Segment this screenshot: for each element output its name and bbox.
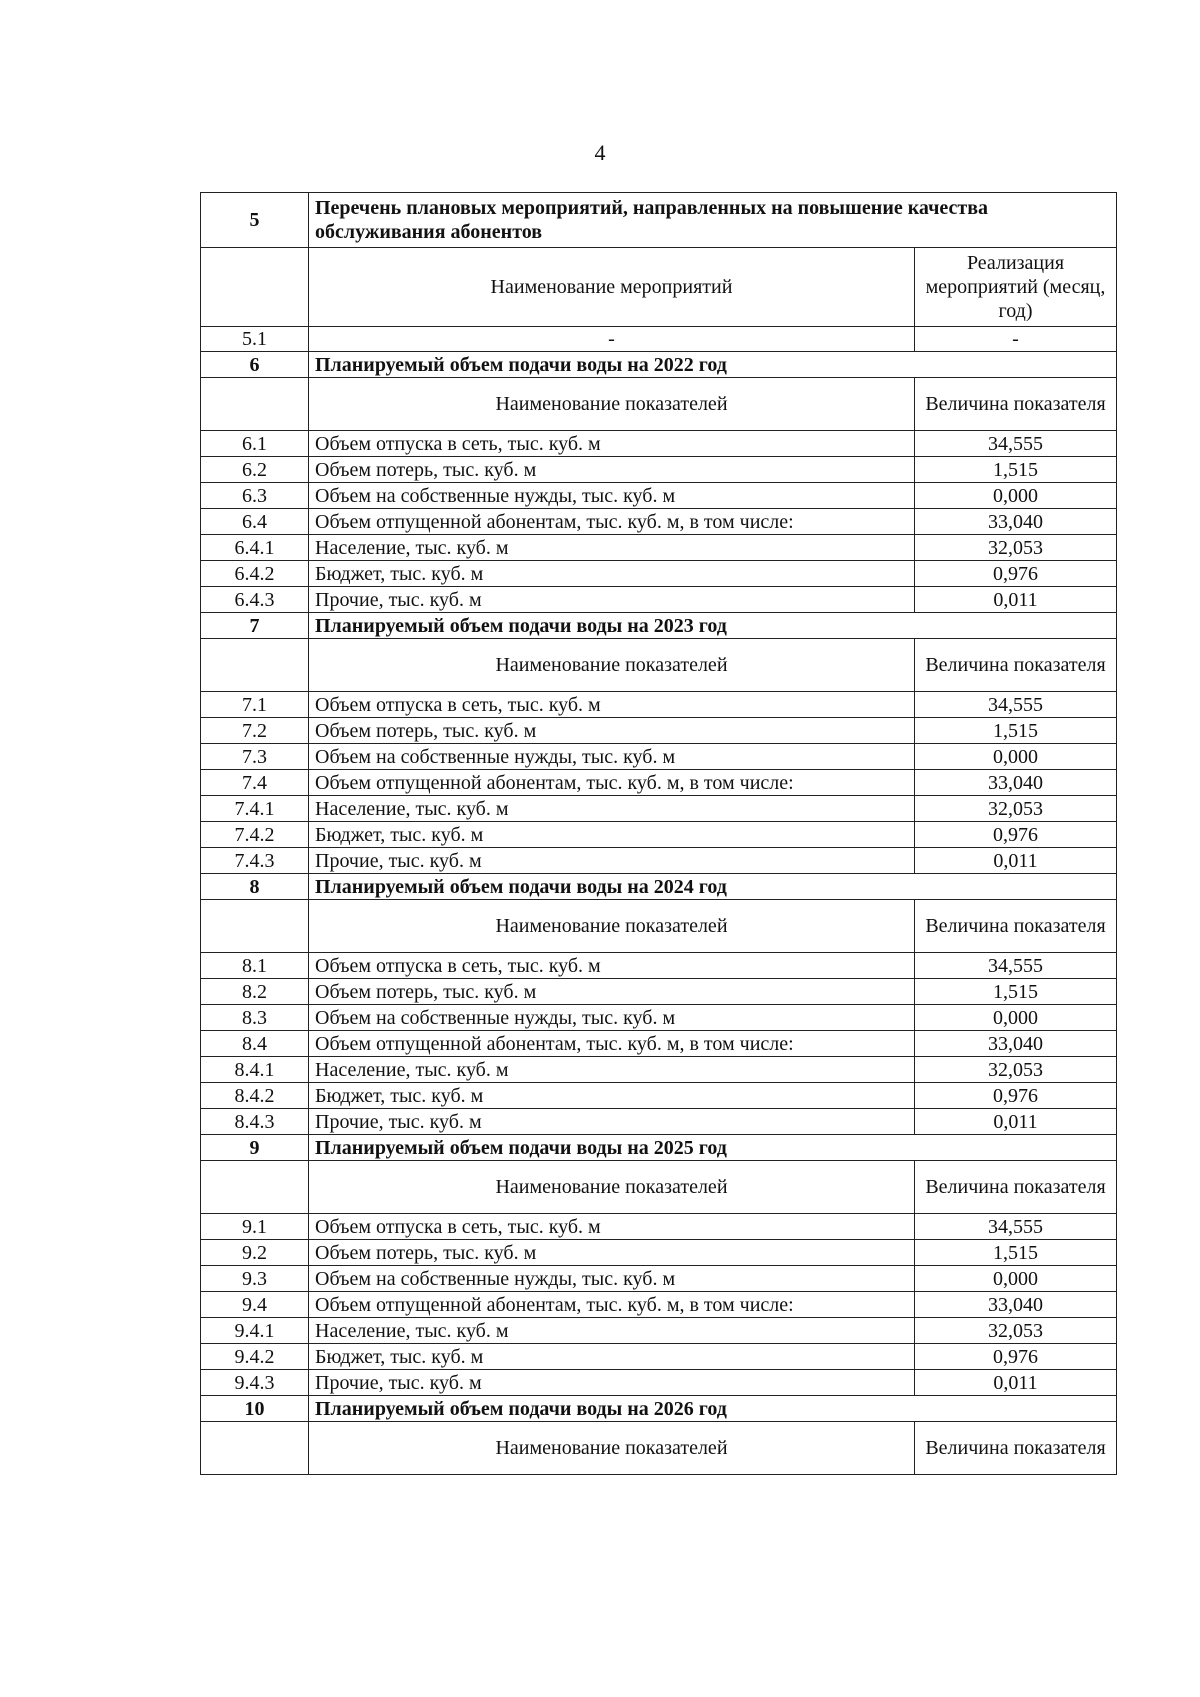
row-name: Население, тыс. куб. м: [309, 535, 915, 561]
row-name: Объем на собственные нужды, тыс. куб. м: [309, 1005, 915, 1031]
section-header: [201, 1135, 1117, 1161]
table-row: [201, 1266, 1117, 1292]
row-number: 8.4: [201, 1031, 309, 1057]
section-number: 8: [201, 874, 309, 900]
table-row: [201, 587, 1117, 613]
row-value: 34,555: [915, 692, 1117, 718]
row-name: Объем потерь, тыс. куб. м: [309, 1240, 915, 1266]
table-row: [201, 1240, 1117, 1266]
row-name: Объем потерь, тыс. куб. м: [309, 718, 915, 744]
table-row: [201, 1344, 1117, 1370]
row-number: 7.4.1: [201, 796, 309, 822]
table-row: [201, 1214, 1117, 1240]
row-name: Прочие, тыс. куб. м: [309, 848, 915, 874]
row-number: 9.4: [201, 1292, 309, 1318]
section-title: Планируемый объем подачи воды на 2025 год: [309, 1135, 1117, 1161]
row-name: Объем отпуска в сеть, тыс. куб. м: [309, 431, 915, 457]
row-value: 0,000: [915, 1266, 1117, 1292]
row-number: 8.4.2: [201, 1083, 309, 1109]
row-number: 6.4: [201, 509, 309, 535]
table-row: [201, 1005, 1117, 1031]
table-row: [201, 1083, 1117, 1109]
row-number: 6.4.3: [201, 587, 309, 613]
row-number: 6.1: [201, 431, 309, 457]
row-number: 7.2: [201, 718, 309, 744]
section-header: [201, 352, 1117, 378]
column-header-value: Величина показателя: [915, 900, 1117, 953]
row-value: 34,555: [915, 431, 1117, 457]
row-value: 32,053: [915, 1318, 1117, 1344]
row-value: 0,011: [915, 587, 1117, 613]
table-row: [201, 483, 1117, 509]
column-header-row: [201, 900, 1117, 953]
table-row: [201, 796, 1117, 822]
column-header-name: Наименование показателей: [309, 1161, 915, 1214]
row-value: 1,515: [915, 979, 1117, 1005]
row-name: Объем на собственные нужды, тыс. куб. м: [309, 744, 915, 770]
row-number: 5.1: [201, 327, 309, 352]
row-name: -: [309, 327, 915, 352]
table-row: [201, 979, 1117, 1005]
water-supply-plan-table: [200, 192, 1117, 1475]
column-header-row: [201, 1422, 1117, 1475]
section-number: 9: [201, 1135, 309, 1161]
row-value: 34,555: [915, 953, 1117, 979]
row-number: 9.4.2: [201, 1344, 309, 1370]
row-value: 1,515: [915, 1240, 1117, 1266]
table-row: [201, 457, 1117, 483]
row-name: Объем отпуска в сеть, тыс. куб. м: [309, 953, 915, 979]
row-name: Население, тыс. куб. м: [309, 1318, 915, 1344]
column-header-name: Наименование показателей: [309, 1422, 915, 1475]
table-row: [201, 1292, 1117, 1318]
row-number: 8.4.3: [201, 1109, 309, 1135]
row-name: Население, тыс. куб. м: [309, 796, 915, 822]
row-number: 9.4.1: [201, 1318, 309, 1344]
row-value: 1,515: [915, 718, 1117, 744]
row-value: 33,040: [915, 770, 1117, 796]
row-name: Объем на собственные нужды, тыс. куб. м: [309, 1266, 915, 1292]
row-value: 32,053: [915, 796, 1117, 822]
section-title: Планируемый объем подачи воды на 2024 год: [309, 874, 1117, 900]
row-number: 6.4.2: [201, 561, 309, 587]
row-number: 7.1: [201, 692, 309, 718]
section-number: 5: [201, 193, 309, 248]
row-value: 0,976: [915, 561, 1117, 587]
table-row: [201, 953, 1117, 979]
page-number: 4: [594, 140, 606, 165]
row-number: 9.4.3: [201, 1370, 309, 1396]
column-header-value: Величина показателя: [915, 1161, 1117, 1214]
row-name: Прочие, тыс. куб. м: [309, 1370, 915, 1396]
row-value: 0,976: [915, 1344, 1117, 1370]
column-header-value: Величина показателя: [915, 378, 1117, 431]
table-row: [201, 509, 1117, 535]
row-name: Прочие, тыс. куб. м: [309, 587, 915, 613]
row-number: 7.3: [201, 744, 309, 770]
row-value: 33,040: [915, 1031, 1117, 1057]
row-name: Объем потерь, тыс. куб. м: [309, 979, 915, 1005]
row-number: 6.3: [201, 483, 309, 509]
row-name: Население, тыс. куб. м: [309, 1057, 915, 1083]
column-header-name: Наименование показателей: [309, 639, 915, 692]
row-name: Объем отпуска в сеть, тыс. куб. м: [309, 1214, 915, 1240]
row-name: Объем потерь, тыс. куб. м: [309, 457, 915, 483]
row-number: 8.4.1: [201, 1057, 309, 1083]
row-number: 7.4.3: [201, 848, 309, 874]
row-value: 34,555: [915, 1214, 1117, 1240]
table-row: [201, 822, 1117, 848]
column-header-row: [201, 1161, 1117, 1214]
section-number: 7: [201, 613, 309, 639]
row-value: 0,011: [915, 848, 1117, 874]
column-header-row: [201, 378, 1117, 431]
row-value: 33,040: [915, 1292, 1117, 1318]
row-value: 0,011: [915, 1109, 1117, 1135]
table-row: [201, 744, 1117, 770]
row-name: Объем на собственные нужды, тыс. куб. м: [309, 483, 915, 509]
table-row: [201, 718, 1117, 744]
row-number: 9.3: [201, 1266, 309, 1292]
row-number: 7.4.2: [201, 822, 309, 848]
table-row: [201, 848, 1117, 874]
column-header-value: Реализация мероприятий (месяц, год): [915, 248, 1117, 327]
row-name: Бюджет, тыс. куб. м: [309, 1083, 915, 1109]
table-row: [201, 1370, 1117, 1396]
section-title: Перечень плановых мероприятий, направленных на повышение качества обслуживания абонентов: [309, 193, 1117, 248]
row-number: 8.1: [201, 953, 309, 979]
row-value: 33,040: [915, 509, 1117, 535]
row-value: 1,515: [915, 457, 1117, 483]
table-row: [201, 561, 1117, 587]
row-name: Объем отпущенной абонентам, тыс. куб. м, в том числе:: [309, 770, 915, 796]
table-row: [201, 1031, 1117, 1057]
row-number: 7.4: [201, 770, 309, 796]
row-value: 0,000: [915, 483, 1117, 509]
table-row: [201, 1109, 1117, 1135]
row-value: 0,976: [915, 1083, 1117, 1109]
table-row: [201, 1318, 1117, 1344]
row-name: Объем отпущенной абонентам, тыс. куб. м, в том числе:: [309, 1292, 915, 1318]
table-row: [201, 770, 1117, 796]
table-row: [201, 535, 1117, 561]
table-row: [201, 1057, 1117, 1083]
row-name: Прочие, тыс. куб. м: [309, 1109, 915, 1135]
section-header: [201, 874, 1117, 900]
column-header-name: Наименование мероприятий: [309, 248, 915, 327]
section-header: [201, 1396, 1117, 1422]
row-number: 9.2: [201, 1240, 309, 1266]
table-row: [201, 692, 1117, 718]
column-header-name: Наименование показателей: [309, 900, 915, 953]
row-value: 0,000: [915, 1005, 1117, 1031]
row-name: Бюджет, тыс. куб. м: [309, 1344, 915, 1370]
column-header-value: Величина показателя: [915, 1422, 1117, 1475]
row-value: 0,976: [915, 822, 1117, 848]
row-name: Бюджет, тыс. куб. м: [309, 822, 915, 848]
row-number: 9.1: [201, 1214, 309, 1240]
section-title: Планируемый объем подачи воды на 2022 год: [309, 352, 1117, 378]
section-number: 6: [201, 352, 309, 378]
section-title: Планируемый объем подачи воды на 2026 год: [309, 1396, 1117, 1422]
row-value: 0,011: [915, 1370, 1117, 1396]
row-value: 32,053: [915, 535, 1117, 561]
row-number: 8.3: [201, 1005, 309, 1031]
column-header-row: [201, 248, 1117, 327]
row-value: 32,053: [915, 1057, 1117, 1083]
section-header: [201, 613, 1117, 639]
column-header-value: Величина показателя: [915, 639, 1117, 692]
row-name: Бюджет, тыс. куб. м: [309, 561, 915, 587]
row-name: Объем отпущенной абонентам, тыс. куб. м, в том числе:: [309, 509, 915, 535]
table-row: [201, 327, 1117, 352]
column-header-row: [201, 639, 1117, 692]
row-number: 6.2: [201, 457, 309, 483]
section-header: [201, 193, 1117, 248]
row-number: 8.2: [201, 979, 309, 1005]
row-name: Объем отпущенной абонентам, тыс. куб. м, в том числе:: [309, 1031, 915, 1057]
row-value: -: [915, 327, 1117, 352]
table-row: [201, 431, 1117, 457]
column-header-name: Наименование показателей: [309, 378, 915, 431]
section-number: 10: [201, 1396, 309, 1422]
row-name: Объем отпуска в сеть, тыс. куб. м: [309, 692, 915, 718]
section-title: Планируемый объем подачи воды на 2023 год: [309, 613, 1117, 639]
row-value: 0,000: [915, 744, 1117, 770]
row-number: 6.4.1: [201, 535, 309, 561]
